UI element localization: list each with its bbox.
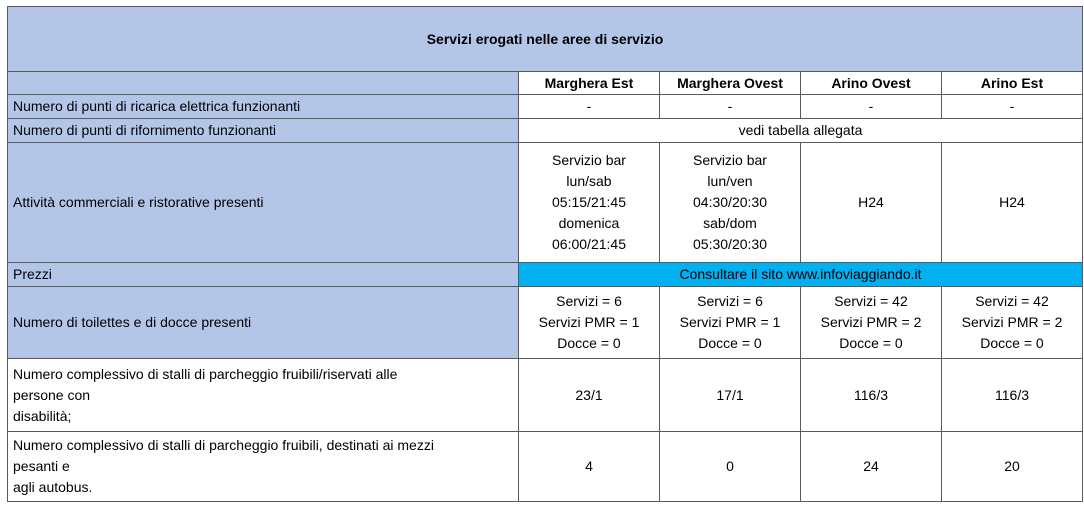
cell: Servizi = 42 Servizi PMR = 2 Docce = 0 [942,287,1083,359]
cell: Servizio bar lun/ven 04:30/20:30 sab/dom 05:30/20:30 [660,143,801,263]
row-parking-heavy [8,432,1083,502]
cell: - [519,95,660,119]
row-toilets [8,287,1083,359]
row-label: Numero complessivo di stalli di parcheggio fruibili, destinati ai mezzi pesanti e agli autobus. [8,432,519,502]
row-commercial [8,143,1083,263]
header-empty-cell [8,72,519,95]
row-parking-disabled [8,359,1083,432]
header-marghera-ovest: Marghera Ovest [660,72,801,95]
header-arino-est: Arino Est [942,72,1083,95]
cell: 0 [660,432,801,502]
cell: 23/1 [519,359,660,432]
row-label: Prezzi [8,263,519,287]
cell: 17/1 [660,359,801,432]
row-label: Numero di punti di rifornimento funzionanti [8,119,519,143]
table-title: Servizi erogati nelle aree di servizio [8,7,1083,72]
cell: Servizio bar lun/sab 05:15/21:45 domenica 06:00/21:45 [519,143,660,263]
row-refuel [8,119,1083,143]
row-prices [8,263,1083,287]
header-arino-ovest: Arino Ovest [801,72,942,95]
cell: - [660,95,801,119]
row-label: Numero di toilettes e di docce presenti [8,287,519,359]
prices-link-cell: Consultare il sito www.infoviaggiando.it [519,263,1083,287]
cell: 4 [519,432,660,502]
cell: H24 [942,143,1083,263]
cell: 116/3 [942,359,1083,432]
cell: Servizi = 6 Servizi PMR = 1 Docce = 0 [519,287,660,359]
cell: - [801,95,942,119]
cell: 20 [942,432,1083,502]
merged-cell: vedi tabella allegata [519,119,1083,143]
services-table [7,6,1083,502]
cell: 116/3 [801,359,942,432]
cell: Servizi = 42 Servizi PMR = 2 Docce = 0 [801,287,942,359]
header-marghera-est: Marghera Est [519,72,660,95]
cell: Servizi = 6 Servizi PMR = 1 Docce = 0 [660,287,801,359]
row-label: Numero complessivo di stalli di parcheggio fruibili/riservati alle persone con disabilità; [8,359,519,432]
row-charging [8,95,1083,119]
row-label: Numero di punti di ricarica elettrica funzionanti [8,95,519,119]
row-label: Attività commerciali e ristorative presenti [8,143,519,263]
cell: - [942,95,1083,119]
cell: 24 [801,432,942,502]
cell: H24 [801,143,942,263]
